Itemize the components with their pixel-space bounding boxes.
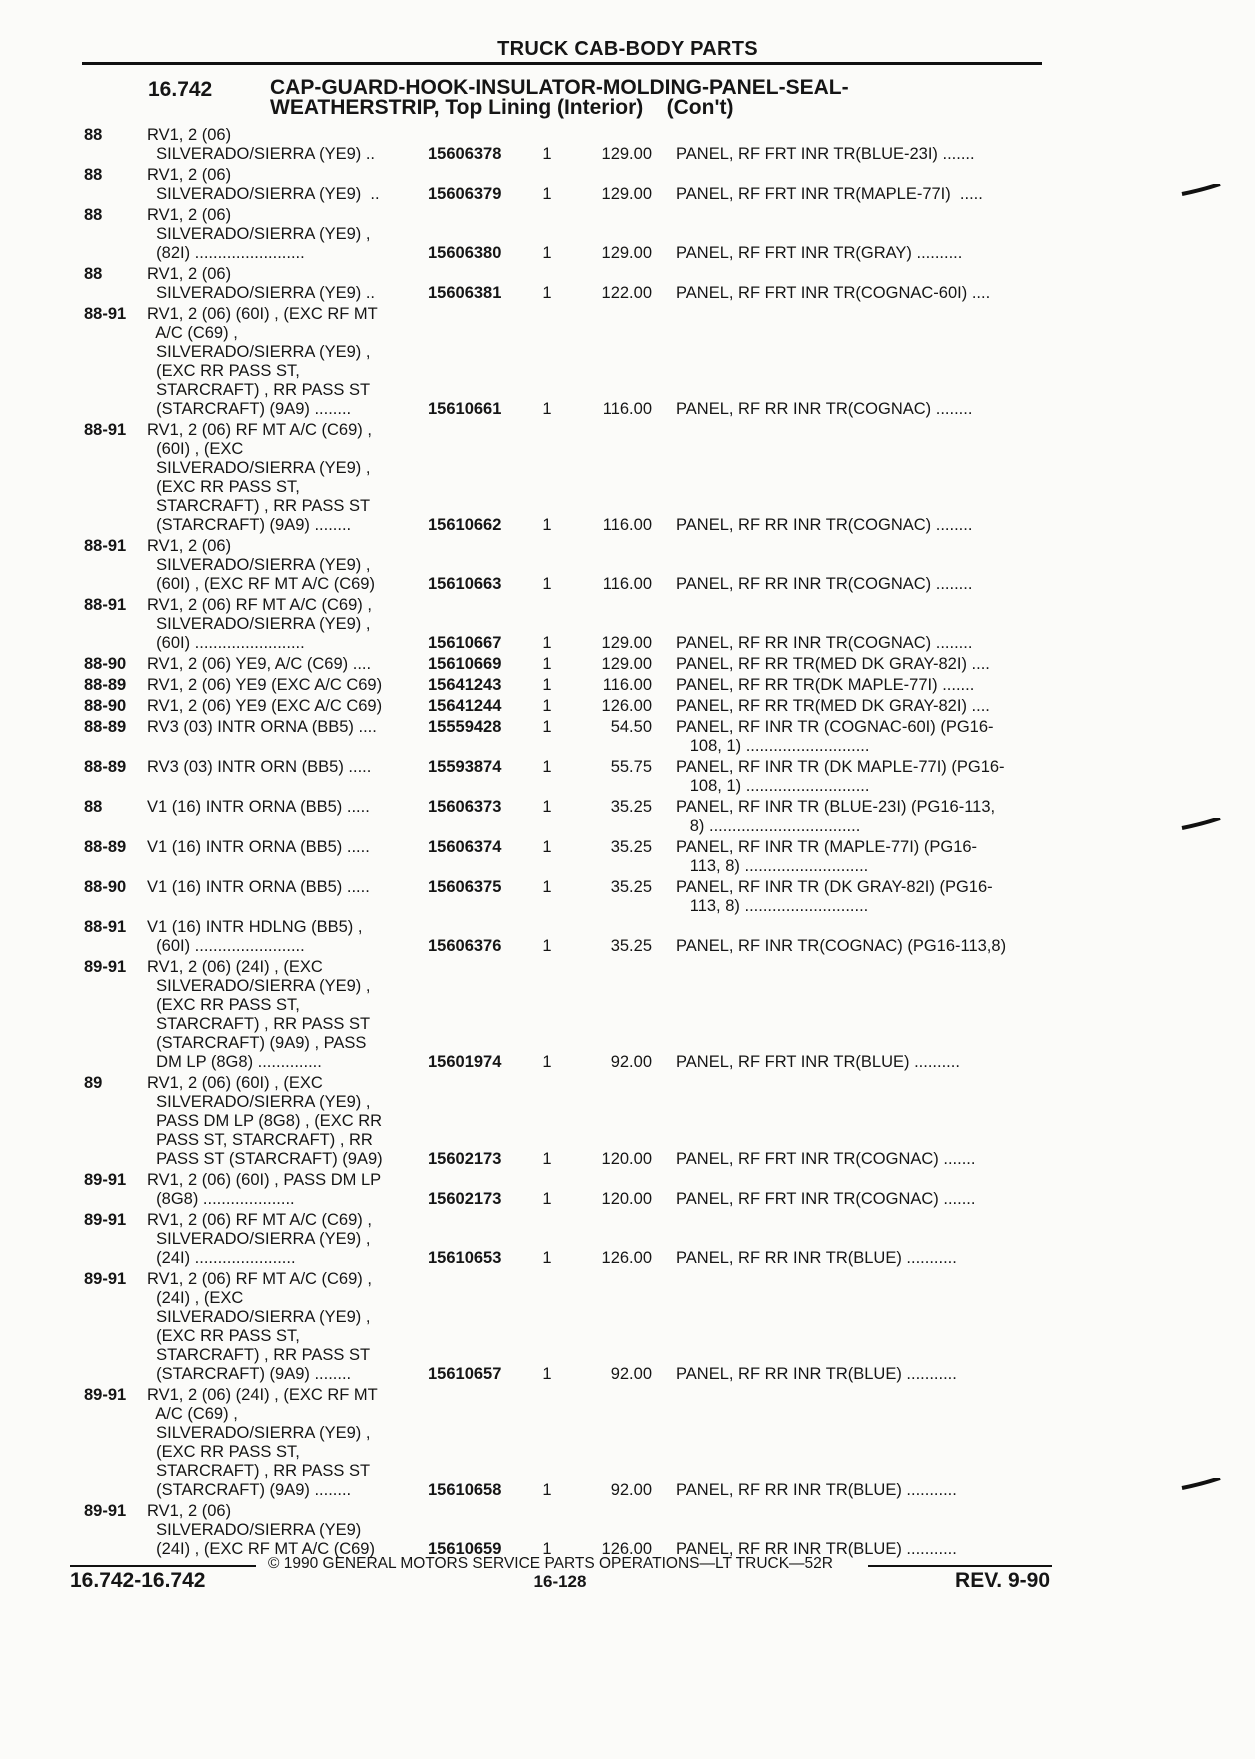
part-name: PANEL, RF FRT INR TR(MAPLE-77I) ..... (676, 185, 983, 203)
price: 116.00 (602, 676, 652, 694)
model-year: 88 (84, 798, 103, 816)
parts-row (0, 758, 1255, 796)
model-year: 88-91 (84, 305, 127, 323)
part-name: PANEL, RF RR INR TR(COGNAC) ........ (676, 634, 973, 652)
quantity: 1 (542, 1190, 552, 1208)
application-description: RV1, 2 (06) (60I) , PASS DM LP (8G8) .................... (147, 1171, 382, 1208)
model-year: 88-89 (84, 838, 127, 856)
parts-row (0, 697, 1255, 716)
model-year: 88-91 (84, 537, 127, 555)
model-year: 88-90 (84, 697, 127, 715)
parts-row (0, 1502, 1255, 1559)
quantity: 1 (542, 798, 552, 816)
price: 92.00 (610, 1481, 652, 1499)
parts-row (0, 958, 1255, 1072)
price: 35.25 (610, 838, 652, 856)
footer-revision: REV. 9-90 (955, 1569, 1050, 1592)
price: 122.00 (601, 284, 652, 302)
parts-row (0, 206, 1255, 263)
model-year: 89-91 (84, 1502, 127, 1520)
part-number: 15610667 (428, 634, 502, 652)
model-year: 88 (84, 166, 103, 184)
application-description: V1 (16) INTR HDLNG (BB5) , (60I) ........................ (147, 918, 363, 955)
part-name: PANEL, RF INR TR (MAPLE-77I) (PG16- 113, 8) ........................... (676, 838, 978, 875)
part-name: PANEL, RF RR TR(MED DK GRAY-82I) .... (676, 655, 990, 673)
application-description: RV1, 2 (06) RF MT A/C (C69) , SILVERADO/SIERRA (YE9) , (24I) ...................... (147, 1211, 372, 1267)
section-number: 16.742 (148, 78, 213, 101)
quantity: 1 (542, 244, 552, 262)
parts-list (0, 126, 1255, 1561)
footer-section-range: 16.742-16.742 (70, 1569, 206, 1592)
part-name: PANEL, RF FRT INR TR(BLUE-23I) ....... (676, 145, 975, 163)
part-number: 15610658 (428, 1481, 502, 1499)
quantity: 1 (542, 284, 552, 302)
model-year: 89-91 (84, 1270, 127, 1288)
part-number: 15606379 (428, 185, 502, 203)
part-number: 15610669 (428, 655, 502, 673)
part-number: 15606376 (428, 937, 502, 955)
part-number: 15602173 (428, 1150, 502, 1168)
application-description: RV1, 2 (06) SILVERADO/SIERRA (YE9) , (60I) , (EXC RF MT A/C (C69) (147, 537, 375, 593)
quantity: 1 (542, 185, 552, 203)
application-description: RV1, 2 (06) SILVERADO/SIERRA (YE9) .. (147, 265, 376, 302)
quantity: 1 (542, 1481, 552, 1499)
quantity: 1 (542, 655, 552, 673)
part-number: 15602173 (428, 1190, 502, 1208)
hole-punch-mark (1180, 1478, 1222, 1490)
model-year: 89-91 (84, 1171, 127, 1189)
model-year: 89-91 (84, 1386, 127, 1404)
application-description: RV1, 2 (06) (60I) , (EXC RF MT A/C (C69) , SILVERADO/SIERRA (YE9) , (EXC RR PASS ST, STARCRAFT) , RR PASS ST (STARCRAFT) (9A9) ........ (147, 305, 378, 418)
parts-row (0, 1386, 1255, 1500)
quantity: 1 (542, 634, 552, 652)
parts-row (0, 265, 1255, 303)
application-description: RV1, 2 (06) RF MT A/C (C69) , SILVERADO/SIERRA (YE9) , (60I) ........................ (147, 596, 372, 652)
part-name: PANEL, RF INR TR (COGNAC-60I) (PG16- 108, 1) ........................... (676, 718, 994, 755)
part-number: 15606375 (428, 878, 502, 896)
application-description: RV3 (03) INTR ORN (BB5) ..... (147, 758, 372, 776)
model-year: 88-91 (84, 421, 127, 439)
price: 129.00 (601, 655, 652, 673)
application-description: RV1, 2 (06) SILVERADO/SIERRA (YE9) .. (147, 166, 380, 203)
parts-row (0, 305, 1255, 419)
part-name: PANEL, RF INR TR(COGNAC) (PG16-113,8) (676, 937, 1007, 955)
application-description: RV1, 2 (06) YE9 (EXC A/C C69) (147, 697, 383, 715)
model-year: 88-90 (84, 655, 127, 673)
application-description: RV1, 2 (06) SILVERADO/SIERRA (YE9) .. (147, 126, 376, 163)
part-name: PANEL, RF INR TR (DK GRAY-82I) (PG16- 113, 8) ........................... (676, 878, 993, 915)
quantity: 1 (542, 1365, 552, 1383)
application-description: RV1, 2 (06) SILVERADO/SIERRA (YE9) (24I) , (EXC RF MT A/C (C69) (147, 1502, 375, 1558)
part-number: 15606374 (428, 838, 502, 856)
part-number: 15559428 (428, 718, 502, 736)
application-description: V1 (16) INTR ORNA (BB5) ..... (147, 798, 370, 816)
price: 126.00 (601, 697, 652, 715)
footer-page-number: 16-128 (533, 1572, 587, 1591)
part-number: 15610661 (428, 400, 502, 418)
footer-rule-right (868, 1565, 1052, 1567)
price: 92.00 (610, 1365, 652, 1383)
top-rule (82, 62, 1042, 65)
part-name: PANEL, RF RR TR(MED DK GRAY-82I) .... (676, 697, 990, 715)
part-number: 15610653 (428, 1249, 502, 1267)
part-number: 15641244 (428, 697, 502, 715)
price: 35.25 (610, 798, 652, 816)
price: 129.00 (601, 145, 652, 163)
quantity: 1 (542, 1540, 552, 1558)
quantity: 1 (542, 937, 552, 955)
price: 129.00 (601, 185, 652, 203)
application-description: V1 (16) INTR ORNA (BB5) ..... (147, 878, 370, 896)
part-number: 15641243 (428, 676, 502, 694)
quantity: 1 (542, 516, 552, 534)
model-year: 88 (84, 265, 103, 283)
parts-row (0, 718, 1255, 756)
application-description: RV1, 2 (06) RF MT A/C (C69) , (24I) , (EXC SILVERADO/SIERRA (YE9) , (EXC RR PASS ST, STARCRAFT) , RR PASS ST (STARCRAFT) (9A9) ........ (147, 1270, 372, 1383)
quantity: 1 (542, 575, 552, 593)
page-title: TRUCK CAB-BODY PARTS (497, 38, 758, 60)
application-description: RV1, 2 (06) (60I) , (EXC SILVERADO/SIERRA (YE9) , PASS DM LP (8G8) , (EXC RR PASS ST, STARCRAFT) , RR PASS ST (STARCRAFT) (9A9) (147, 1074, 383, 1168)
part-name: PANEL, RF RR INR TR(COGNAC) ........ (676, 400, 973, 418)
model-year: 88 (84, 126, 103, 144)
quantity: 1 (542, 838, 552, 856)
application-description: RV1, 2 (06) SILVERADO/SIERRA (YE9) , (82I) ........................ (147, 206, 371, 262)
parts-row (0, 676, 1255, 695)
price: 129.00 (601, 634, 652, 652)
price: 116.00 (602, 575, 652, 593)
parts-row (0, 1211, 1255, 1268)
price: 35.25 (610, 937, 652, 955)
model-year: 89-91 (84, 1211, 127, 1229)
price: 126.00 (601, 1540, 652, 1558)
application-description: RV1, 2 (06) YE9, A/C (C69) .... (147, 655, 372, 673)
quantity: 1 (542, 1053, 552, 1071)
section-title-line2: WEATHERSTRIP, Top Lining (Interior) (Con't) (270, 96, 734, 119)
application-description: RV1, 2 (06) RF MT A/C (C69) , (60I) , (EXC SILVERADO/SIERRA (YE9) , (EXC RR PASS ST, STARCRAFT) , RR PASS ST (STARCRAFT) (9A9) ........ (147, 421, 372, 534)
price: 54.50 (610, 718, 652, 736)
parts-row (0, 126, 1255, 164)
part-name: PANEL, RF RR INR TR(BLUE) ........... (676, 1365, 957, 1383)
part-number: 15601974 (428, 1053, 502, 1071)
model-year: 88-89 (84, 676, 127, 694)
parts-row (0, 537, 1255, 594)
parts-row (0, 596, 1255, 653)
part-name: PANEL, RF INR TR (DK MAPLE-77I) (PG16- 108, 1) ........................... (676, 758, 1005, 795)
quantity: 1 (542, 1249, 552, 1267)
model-year: 89-91 (84, 958, 127, 976)
quantity: 1 (542, 676, 552, 694)
price: 92.00 (610, 1053, 652, 1071)
part-number: 15606381 (428, 284, 502, 302)
quantity: 1 (542, 718, 552, 736)
part-number: 15606373 (428, 798, 502, 816)
part-number: 15606378 (428, 145, 502, 163)
part-name: PANEL, RF RR TR(DK MAPLE-77I) ....... (676, 676, 975, 694)
price: 126.00 (601, 1249, 652, 1267)
model-year: 88-90 (84, 878, 127, 896)
parts-row (0, 421, 1255, 535)
section-title-line1: CAP-GUARD-HOOK-INSULATOR-MOLDING-PANEL-SEAL- (270, 76, 849, 99)
parts-row (0, 655, 1255, 674)
part-name: PANEL, RF RR INR TR(BLUE) ........... (676, 1540, 957, 1558)
part-name: PANEL, RF FRT INR TR(COGNAC) ....... (676, 1150, 976, 1168)
parts-row (0, 798, 1255, 836)
model-year: 88-91 (84, 918, 127, 936)
quantity: 1 (542, 697, 552, 715)
part-number: 15610659 (428, 1540, 502, 1558)
quantity: 1 (542, 145, 552, 163)
part-number: 15606380 (428, 244, 502, 262)
part-name: PANEL, RF FRT INR TR(COGNAC-60I) .... (676, 284, 991, 302)
part-name: PANEL, RF RR INR TR(BLUE) ........... (676, 1481, 957, 1499)
parts-row (0, 878, 1255, 916)
footer-copyright: © 1990 GENERAL MOTORS SERVICE PARTS OPERATIONS—LT TRUCK—52R (268, 1555, 833, 1572)
price: 116.00 (602, 516, 652, 534)
price: 129.00 (601, 244, 652, 262)
application-description: RV1, 2 (06) (24I) , (EXC RF MT A/C (C69) , SILVERADO/SIERRA (YE9) , (EXC RR PASS ST, STARCRAFT) , RR PASS ST (STARCRAFT) (9A9) ........ (147, 1386, 378, 1499)
parts-row (0, 838, 1255, 876)
part-name: PANEL, RF RR INR TR(COGNAC) ........ (676, 575, 973, 593)
parts-row (0, 1074, 1255, 1169)
part-name: PANEL, RF FRT INR TR(GRAY) .......... (676, 244, 963, 262)
application-description: RV1, 2 (06) (24I) , (EXC SILVERADO/SIERRA (YE9) , (EXC RR PASS ST, STARCRAFT) , RR PASS ST (STARCRAFT) (9A9) , PASS DM LP (8G8) .............. (147, 958, 371, 1071)
part-number: 15593874 (428, 758, 502, 776)
application-description: RV1, 2 (06) YE9 (EXC A/C C69) (147, 676, 383, 694)
part-number: 15610663 (428, 575, 502, 593)
part-name: PANEL, RF FRT INR TR(COGNAC) ....... (676, 1190, 976, 1208)
parts-row (0, 1270, 1255, 1384)
price: 116.00 (602, 400, 652, 418)
hole-punch-mark (1180, 818, 1222, 830)
quantity: 1 (542, 1150, 552, 1168)
quantity: 1 (542, 758, 552, 776)
price: 120.00 (601, 1150, 652, 1168)
part-number: 15610662 (428, 516, 502, 534)
footer-rule-left (70, 1565, 256, 1567)
part-name: PANEL, RF RR INR TR(COGNAC) ........ (676, 516, 973, 534)
parts-row (0, 918, 1255, 956)
model-year: 89 (84, 1074, 103, 1092)
model-year: 88-89 (84, 758, 127, 776)
price: 120.00 (601, 1190, 652, 1208)
part-name: PANEL, RF INR TR (BLUE-23I) (PG16-113, 8) ................................. (676, 798, 996, 835)
quantity: 1 (542, 878, 552, 896)
parts-row (0, 1171, 1255, 1209)
hole-punch-mark (1180, 184, 1222, 196)
price: 35.25 (610, 878, 652, 896)
application-description: RV3 (03) INTR ORNA (BB5) .... (147, 718, 377, 736)
model-year: 88-91 (84, 596, 127, 614)
section-title (270, 78, 970, 118)
parts-row (0, 166, 1255, 204)
application-description: V1 (16) INTR ORNA (BB5) ..... (147, 838, 370, 856)
part-name: PANEL, RF FRT INR TR(BLUE) .......... (676, 1053, 960, 1071)
part-number: 15610657 (428, 1365, 502, 1383)
quantity: 1 (542, 400, 552, 418)
model-year: 88-89 (84, 718, 127, 736)
model-year: 88 (84, 206, 103, 224)
part-name: PANEL, RF RR INR TR(BLUE) ........... (676, 1249, 957, 1267)
price: 55.75 (610, 758, 652, 776)
